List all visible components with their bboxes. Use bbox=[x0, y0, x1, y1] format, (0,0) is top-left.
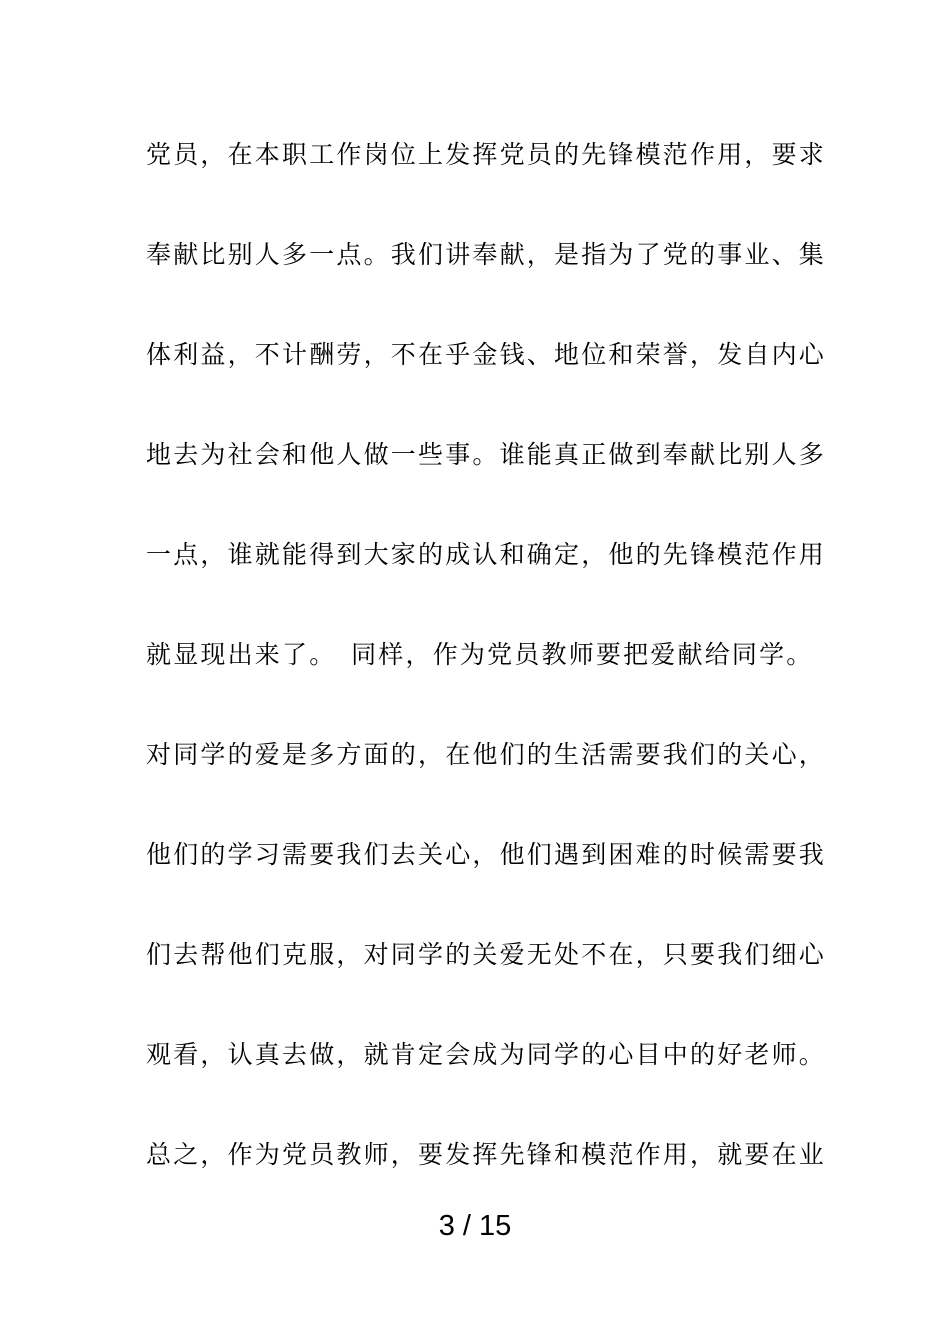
body-text bbox=[146, 130, 827, 1230]
text-line: 奉献比别人多一点。我们讲奉献，是指为了党的事业、集 bbox=[146, 240, 827, 269]
text-line: 地去为社会和他人做一些事。谁能真正做到奉献比别人多 bbox=[146, 440, 827, 469]
text-line: 他们的学习需要我们去关心，他们遇到困难的时候需要我 bbox=[146, 840, 827, 869]
text-line: 们去帮他们克服，对同学的关爱无处不在，只要我们细心 bbox=[146, 940, 827, 969]
text-line: 党员，在本职工作岗位上发挥党员的先锋模范作用，要求 bbox=[146, 140, 827, 169]
text-line: 就显现出来了。 同样，作为党员教师要把爱献给同学。 bbox=[146, 640, 814, 669]
text-line: 一点，谁就能得到大家的成认和确定，他的先锋模范作用 bbox=[146, 540, 827, 569]
text-line: 对同学的爱是多方面的，在他们的生活需要我们的关心， bbox=[146, 740, 827, 769]
text-line: 观看，认真去做，就肯定会成为同学的心目中的好老师。 bbox=[146, 1040, 827, 1069]
text-line: 总之，作为党员教师，要发挥先锋和模范作用，就要在业 bbox=[146, 1140, 827, 1169]
text-line: 体利益，不计酬劳，不在乎金钱、地位和荣誉，发自内心 bbox=[146, 340, 827, 369]
page-number: 3 / 15 bbox=[438, 1210, 512, 1242]
